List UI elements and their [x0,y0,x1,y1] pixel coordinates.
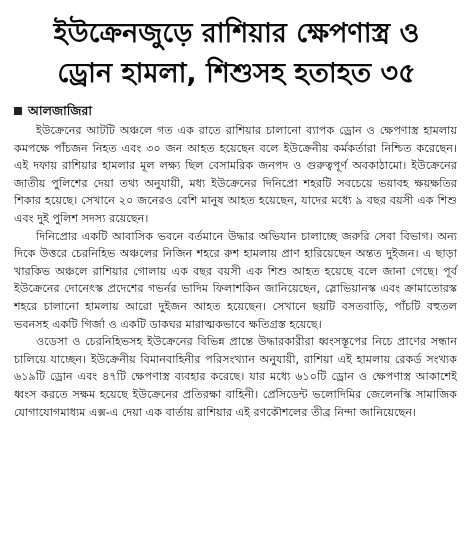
news-source: আলজাজিরা [28,103,92,118]
article-paragraph-1: ইউক্রেনের আটটি অঞ্চলে গত এক রাতে রাশিয়ার চালানো ব্যাপক ড্রোন ও ক্ষেপণাস্ত্র হামলায় কমপক্ষে পাঁচজন নিহত এবং ৩০ জন আহত হয়েছেন বলে ইউক্রেনীয় কর্মকর্তারা নিশ্চিত করেছেন। এই দফায় রাশিয়ার হামলার মূল লক্ষ্য ছিল বেসামরিক জনপদ ও গুরুত্বপূর্ণ অবকাঠামো। ইউক্রেনের জাতীয় পুলিশের দেয়া তথ্য অনুযায়ী, মধ্য ইউক্রেনের দিনিপ্রো শহরটি সবচেয়ে ভয়াবহ ক্ষয়ক্ষতির শিকার হয়েছে। সেখানে ২০ জনেরও বেশি মানুষ আহত হয়েছেন, যাদের মধ্যে ৯ বছর বয়সী এক শিশু এবং দুই পুলিশ সদস্য রয়েছেন। [14,124,457,225]
headline-line-1: ইউক্রেনজুড়ে রাশিয়ার ক্ষেপণাস্ত্র ও [53,18,420,49]
article-body [14,122,457,421]
byline [14,102,469,120]
headline [0,0,469,94]
square-bullet-icon [14,107,22,115]
headline-line-2: ড্রোন হামলা, শিশুসহ হতাহত ৩৫ [57,58,416,89]
article-paragraph-3: ওডেসা ও চেরনিহিভসহ ইউক্রেনের বিভিন্ন প্রান্তে উদ্ধারকারীরা ধ্বংসস্তূপের নিচে প্রাণের সন্ধান চালিয়ে যাচ্ছেন। ইউক্রেনীয় বিমানবাহিনীর পরিসংখ্যান অনুযায়ী, রাশিয়া এই হামলায় রেকর্ড সংখ্যক ৬১৯টি ড্রোন এবং ৪৭টি ক্ষেপণাস্ত্র ব্যবহার করেছে। যার মধ্যে ৬১০টি ড্রোন ও ক্ষেপণাস্ত্র আকাশেই ধ্বংস করতে সক্ষম হয়েছে ইউক্রেনের প্রতিরক্ষা বাহিনী। প্রেসিডেন্ট ভলোদিমির জেলেনস্কি সামাজিক যোগাযোগমাধ্যম এক্স-এ দেয়া এক বার্তায় রাশিয়ার এই রণকৌশলের তীব্র নিন্দা জানিয়েছেন। [14,335,457,419]
article-paragraph-2: দিনিপ্রোর একটি আবাসিক ভবনে বর্তমানে উদ্ধার অভিযান চালাচ্ছে জরুরি সেবা বিভাগ। অন্য দিকে উত্তরে চেরনিহিভ অঞ্চলের নিজিন শহরে রুশ হামলায় প্রাণ হারিয়েছেন অন্তত দুইজন। এ ছাড়া খারকিভ অঞ্চলে রাশিয়ার গোলায় এক বছর বয়সী এক শিশু আহত হয়েছে বলে জানা গেছে। পূর্ব ইউক্রেনের দোনেৎস্ক প্রদেশের গভর্নর ভাদিম ফিলাশকিন জানিয়েছেন, স্লোভিয়ানস্ক এবং ক্রামাতোরস্ক শহরে চালানো হামলায় আরো দুইজন আহত হয়েছেন। সেখানে ছয়টি বসতবাড়ি, পাঁচটি বহুতল ভবনসহ একটি গির্জা ও একটি ডাকঘর মারাত্মকভাবে ক্ষতিগ্রস্ত হয়েছে। [14,229,457,331]
